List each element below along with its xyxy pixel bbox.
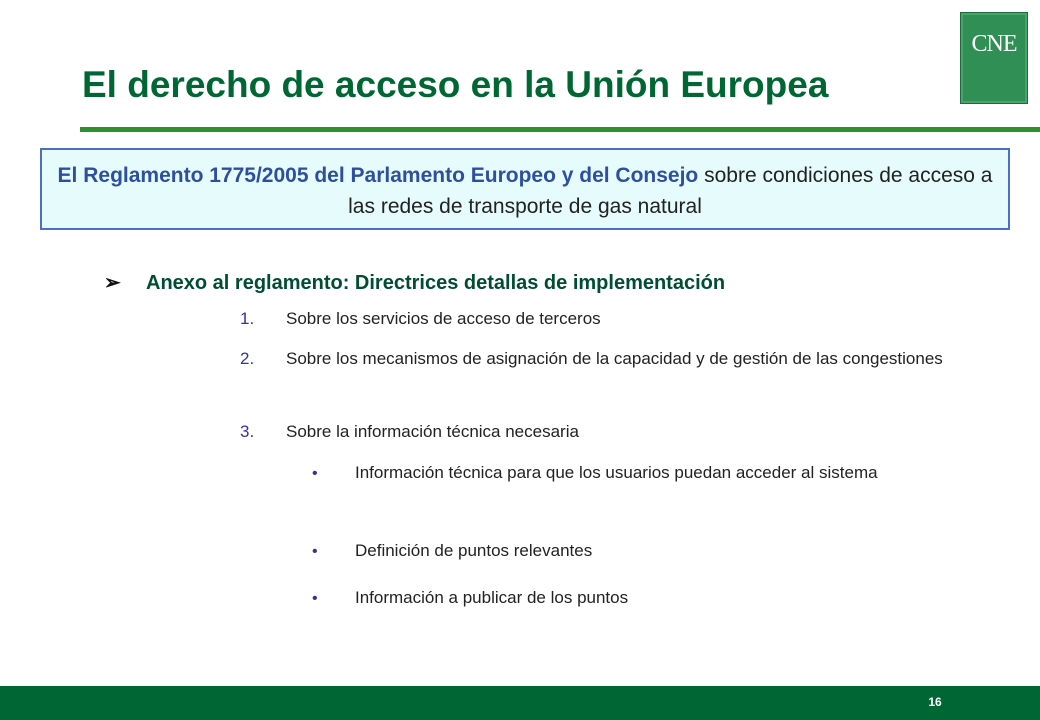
regulation-box <box>40 148 1010 230</box>
item-number: 2. <box>240 349 255 368</box>
list-item: Sobre los servicios de acceso de terceros <box>286 309 601 328</box>
main-bullet-text: Anexo al reglamento: Directrices detallas de implementación <box>146 272 726 294</box>
regulation-rest: sobre condiciones de acceso a las redes de transporte de gas natural <box>348 164 993 218</box>
main-bullet <box>104 270 725 295</box>
title-underline <box>80 127 1040 132</box>
bullet-dot-icon: • <box>312 543 318 560</box>
list-item: Sobre los mecanismos de asignación de la capacidad y de gestión de las congestiones <box>286 349 943 368</box>
regulation-highlight: El Reglamento 1775/2005 del Parlamento Europeo y del Consejo <box>57 164 699 187</box>
slide-title: El derecho de acceso en la Unión Europea <box>82 64 829 105</box>
cne-logo <box>960 12 1028 104</box>
bullet-dot-icon: • <box>312 465 318 482</box>
item-number: 3. <box>240 422 255 441</box>
arrow-bullet-icon: ➢ <box>104 272 121 294</box>
footer-bar <box>0 686 1040 720</box>
bullet-dot-icon: • <box>312 590 318 607</box>
sub-list-item: Información a publicar de los puntos <box>355 588 629 607</box>
list-item: Sobre la información técnica necesaria <box>286 422 579 441</box>
regulation-text <box>42 160 1008 222</box>
sub-list-item: Definición de puntos relevantes <box>355 541 593 560</box>
sub-list-item: Información técnica para que los usuarios puedan acceder al sistema <box>355 463 878 482</box>
logo-text: CNE <box>971 31 1017 57</box>
item-number: 1. <box>240 309 255 328</box>
page-number: 16 <box>928 695 942 709</box>
